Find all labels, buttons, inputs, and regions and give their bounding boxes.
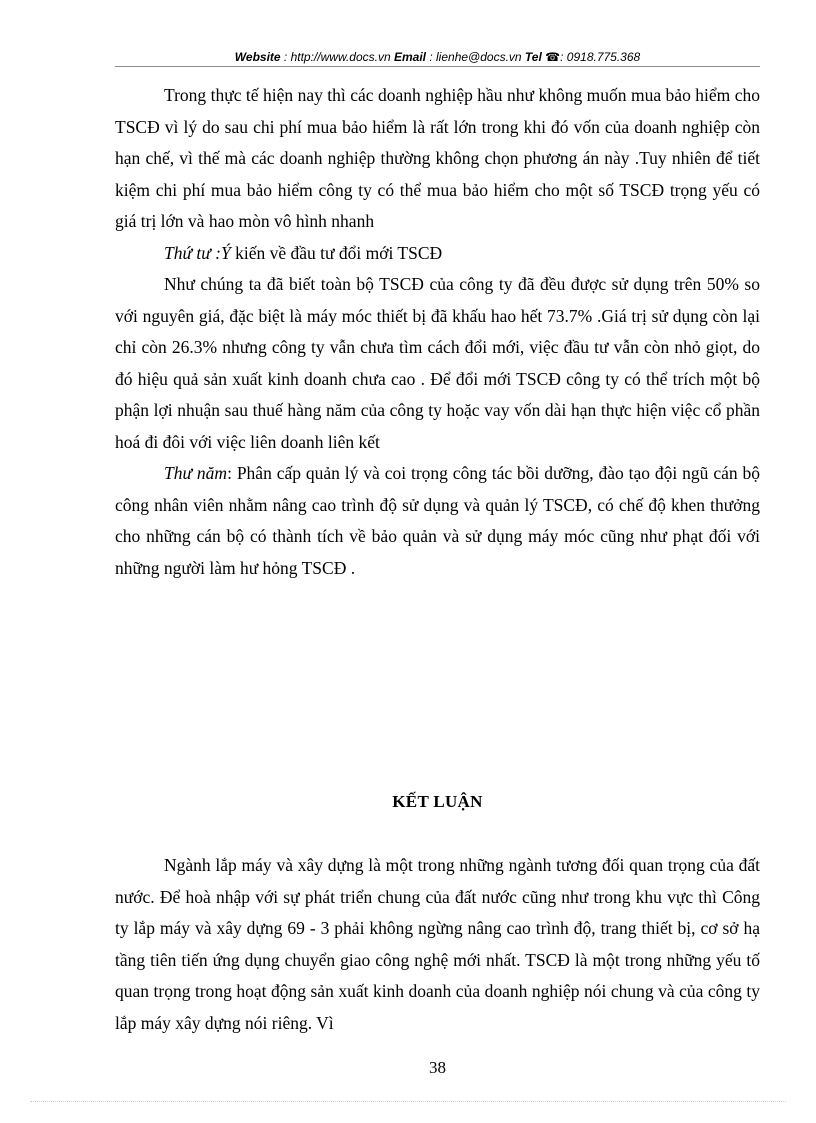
conclusion-paragraph: Ngành lắp máy và xây dựng là một trong những ngành tương đối quan trọng của đất nước. Để hoà nhập với sự phát triển chung của đất nước cũng như trong khu vực thì Công ty lắp máy và xây dựng 69 - 3 phải không ngừng nâng cao trình độ, trang thiết bị, cơ sở hạ tầng tiên tiến ứng dụng chuyển giao công nghệ mới nhất. TSCĐ là một trong những yếu tố quan trọng trong hoạt động sản xuất kinh doanh của doanh nghiệp nói chung và của công ty lắp máy xây dựng nói riêng. Vì: [115, 855, 760, 1033]
email-separator: :: [426, 50, 437, 64]
website-separator: :: [280, 50, 291, 64]
conclusion-title: KẾT LUẬN: [392, 792, 483, 811]
paragraph-lead: Thứ tư :Ý: [164, 242, 231, 263]
footer-divider: [30, 1101, 786, 1102]
tel-label: Tel: [524, 50, 542, 64]
paragraph-fourth-heading: Thứ tư :Ý kiến về đầu tư đổi mới TSCĐ: [164, 242, 443, 263]
header-divider: [115, 66, 760, 67]
page-number: 38: [429, 1058, 446, 1077]
email-link[interactable]: lienhe@docs.vn: [436, 50, 525, 64]
tel-value: : 0918.775.368: [560, 50, 641, 64]
page-header: [115, 47, 760, 67]
phone-icon: ☎: [545, 50, 561, 64]
website-link[interactable]: http://www.docs.vn: [290, 50, 394, 64]
paragraph-lead: Thư năm: [164, 463, 228, 483]
paragraph-fifth: Thư năm: Phân cấp quản lý và coi trọng công tác bồi dưỡng, đào tạo đội ngũ cán bộ công nhân viên nhằm nâng cao trình độ sử dụng và quản lý TSCĐ, có chế độ khen thưởng cho những cán bộ có thành tích về bảo quản và sử dụng máy móc cũng như phạt đối với những người làm hư hỏng TSCĐ .: [115, 463, 760, 578]
email-label: Email: [393, 50, 426, 64]
conclusion-section: [115, 788, 760, 1039]
website-label: Website: [234, 50, 281, 64]
paragraph-investment: Như chúng ta đã biết toàn bộ TSCĐ của công ty đã đều được sử dụng trên 50% so với nguyên giá, đặc biệt là máy móc thiết bị đã khấu hao hết 73.7% .Giá trị sử dụng còn lại chỉ còn 26.3% nhưng công ty vẫn chưa tìm cách đổi mới, việc đầu tư vẫn còn nhỏ giọt, do đó hiệu quả sản xuất kinh doanh chưa cao . Để đổi mới TSCĐ công ty có thể trích một bộ phận lợi nhuận sau thuế hàng năm của công ty hoặc vay vốn dài hạn thực hiện việc cổ phần hoá đi đôi với việc liên doanh liên kết: [115, 274, 760, 452]
paragraph-insurance: Trong thực tế hiện nay thì các doanh nghiệp hầu như không muốn mua bảo hiểm cho TSCĐ vì lý do sau chi phí mua bảo hiểm là rất lớn trong khi đó vốn của doanh nghiệp còn hạn chế, vì thế mà các doanh nghiệp thường không chọn phương án này .Tuy nhiên để tiết kiệm chi phí mua bảo hiểm công ty có thể mua bảo hiểm cho một số TSCĐ trọng yếu có giá trị lớn và hao mòn vô hình nhanh: [115, 85, 760, 231]
body-text: [115, 80, 760, 584]
